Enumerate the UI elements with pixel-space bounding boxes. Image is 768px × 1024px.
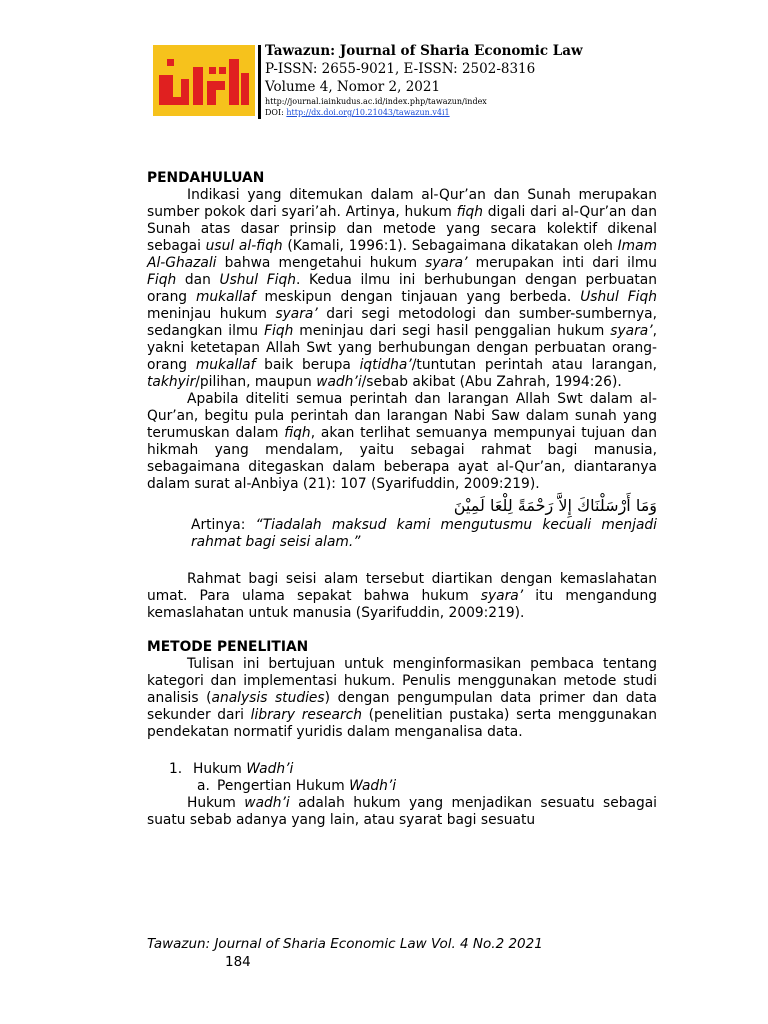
logo-mark: [153, 45, 255, 116]
header-divider: [258, 45, 261, 119]
list-item-hukum-wadhi: 1. Hukum Wadh’i: [169, 761, 294, 777]
page-number: 184: [225, 954, 251, 970]
journal-url: http://journal.iainkudus.ac.id/index.php/tawazun/index: [265, 97, 487, 106]
footer-journal-citation: Tawazun: Journal of Sharia Economic Law Vol. 4 No.2 2021: [147, 936, 543, 952]
translation-text: “Tiadalah maksud kami mengutusmu kecuali menjadi rahmat bagi seisi alam.”: [191, 517, 657, 550]
sub-list-item-pengertian: a. Pengertian Hukum Wadh’i: [197, 778, 397, 794]
article-body: [147, 170, 657, 829]
paragraph-pendahuluan-1: Indikasi yang ditemukan dalam al-Qur’an dan Sunah merupakan sumber pokok dari syari’ah. Artinya, hukum fiqh digali dari al-Qur’an dan Sunah atas dasar prinsip dan metode yang secara kolektif dikenal sebagai usul al-fiqh (Kamali, 1996:1). Sebagaimana dikatakan oleh Imam Al-Ghazali bahwa mengetahui hukum syara’ merupakan inti dari ilmu Fiqh dan Ushul Fiqh. Kedua ilmu ini berhubungan dengan perbuatan orang mukallaf meskipun dengan tinjauan yang berbeda. Ushul Fiqh meninjau hukum syara’ dari segi metodologi dan sumber-sumbernya, sedangkan ilmu Fiqh meninjau dari segi hasil penggalian hukum syara’, yakni ketetapan Allah Swt yang berhubungan dengan perbuatan orang-orang mukallaf baik berupa iqtidha’/tuntutan perintah atau larangan, takhyir/pilihan, maupun wadh’i/sebab akibat (Abu Zahrah, 1994:26).: [147, 187, 658, 390]
paragraph-pendahuluan-2: Apabila diteliti semua perintah dan larangan Allah Swt dalam al-Qur’an, begitu pula perintah dan larangan Nabi Saw dalam sunah yang terumuskan dalam fiqh, akan terlihat semuanya mempunyai tujuan dan hikmah yang mendalam, yaitu sebagai rahmat bagi manusia, sebagaimana ditegaskan dalam beberapa ayat al-Qur’an, diantaranya dalam surat al-Anbiya (21): 107 (Syarifuddin, 2009:219).: [147, 391, 657, 492]
doi-line: [265, 107, 583, 118]
translation-label: Artinya:: [191, 517, 256, 533]
verse-translation: [191, 517, 657, 551]
heading-pendahuluan: PENDAHULUAN: [147, 170, 265, 186]
volume-line: Volume 4, Nomor 2, 2021: [265, 79, 441, 95]
arabic-verse: وَمَا أَرْسَلْنَاكَ إِلاَّ رَحْمَةً لِلْعَا لَمِيْنَ: [453, 496, 657, 515]
journal-title: Tawazun: Journal of Sharia Economic Law: [265, 43, 583, 59]
heading-metode-penelitian: METODE PENELITIAN: [147, 639, 309, 655]
paragraph-metode-2: Hukum wadh’i adalah hukum yang menjadikan sesuatu sebagai suatu sebab adanya yang lain, atau syarat bagi sesuatu: [147, 795, 657, 828]
journal-header: [265, 42, 583, 118]
paragraph-metode-1: Tulisan ini bertujuan untuk menginformasikan pembaca tentang kategori dan implementasi hukum. Penulis menggunakan metode studi analisis (analysis studies) dengan pengumpulan data primer dan data sekunder dari library research (penelitian pustaka) serta menggunakan pendekatan normatif yuridis dalam menganalisa data.: [147, 656, 658, 740]
issn-line: P-ISSN: 2655-9021, E-ISSN: 2502-8316: [265, 61, 536, 77]
journal-logo: [153, 45, 255, 116]
doi-link[interactable]: http://dx.doi.org/10.21043/tawazun.v4i1: [286, 108, 450, 117]
paragraph-pendahuluan-3: Rahmat bagi seisi alam tersebut diartikan dengan kemaslahatan umat. Para ulama sepakat bahwa hukum syara’ itu mengandung kemaslahatan untuk manusia (Syarifuddin, 2009:219).: [147, 571, 657, 621]
doi-label: DOI:: [265, 108, 284, 117]
